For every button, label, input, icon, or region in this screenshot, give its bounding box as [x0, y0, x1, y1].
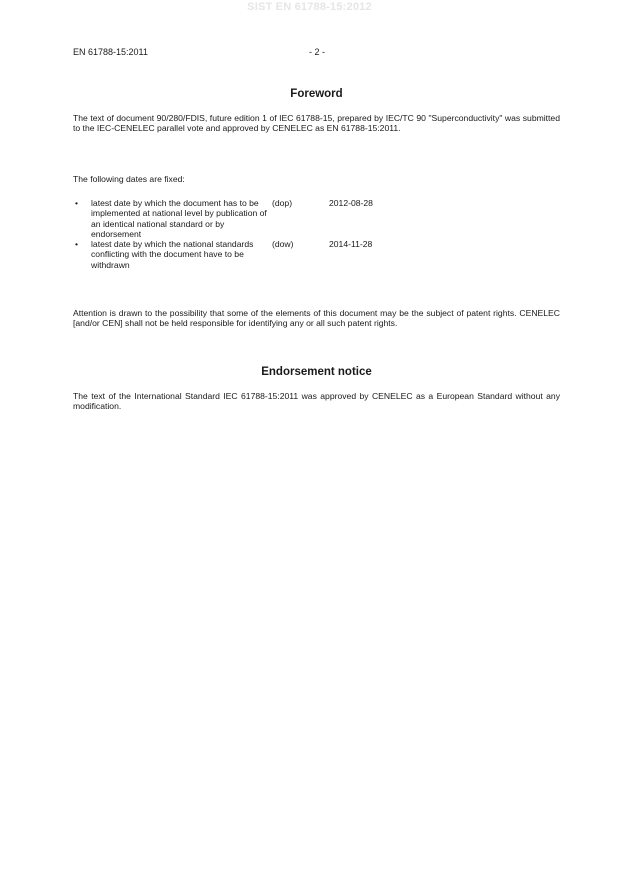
date-description: latest date by which the document has to be implemented at national level by publication of an identical national standard or by endorsement [91, 198, 267, 239]
date-value: 2012-08-28 [329, 198, 373, 208]
list-item [73, 239, 560, 270]
endorsement-heading: Endorsement notice [261, 366, 372, 378]
watermark: SIST EN 61788-15:2012 [247, 1, 372, 13]
foreword-heading: Foreword [290, 88, 343, 100]
foreword-intro-paragraph: The text of document 90/280/FDIS, future edition 1 of IEC 61788-15, prepared by IEC/TC 90 "Superconductivity" was submitted to the IEC-CENELEC parallel vote and approved by CENELEC as EN 61788-15:2011. [73, 113, 560, 134]
dates-intro-paragraph: The following dates are fixed: [73, 174, 185, 184]
patent-attention-paragraph: Attention is drawn to the possibility that some of the elements of this document may be the subject of patent rights. CENELEC [and/or CEN] shall not be held responsible for identifying any or all such patent rights. [73, 308, 560, 329]
list-item [73, 198, 560, 239]
endorsement-paragraph: The text of the International Standard IEC 61788-15:2011 was approved by CENELEC as a European Standard without any modification. [73, 391, 560, 412]
date-description: latest date by which the national standards conflicting with the document have to be withdrawn [91, 239, 254, 270]
date-code: (dop) [272, 198, 293, 208]
document-id: EN 61788-15:2011 [73, 47, 148, 57]
date-value: 2014-11-28 [329, 239, 373, 250]
fixed-dates-list [73, 198, 560, 270]
bullet-icon: • [75, 198, 79, 208]
page-number: - 2 - [309, 47, 326, 57]
date-code: (dow) [272, 239, 294, 250]
bullet-icon: • [75, 239, 79, 250]
